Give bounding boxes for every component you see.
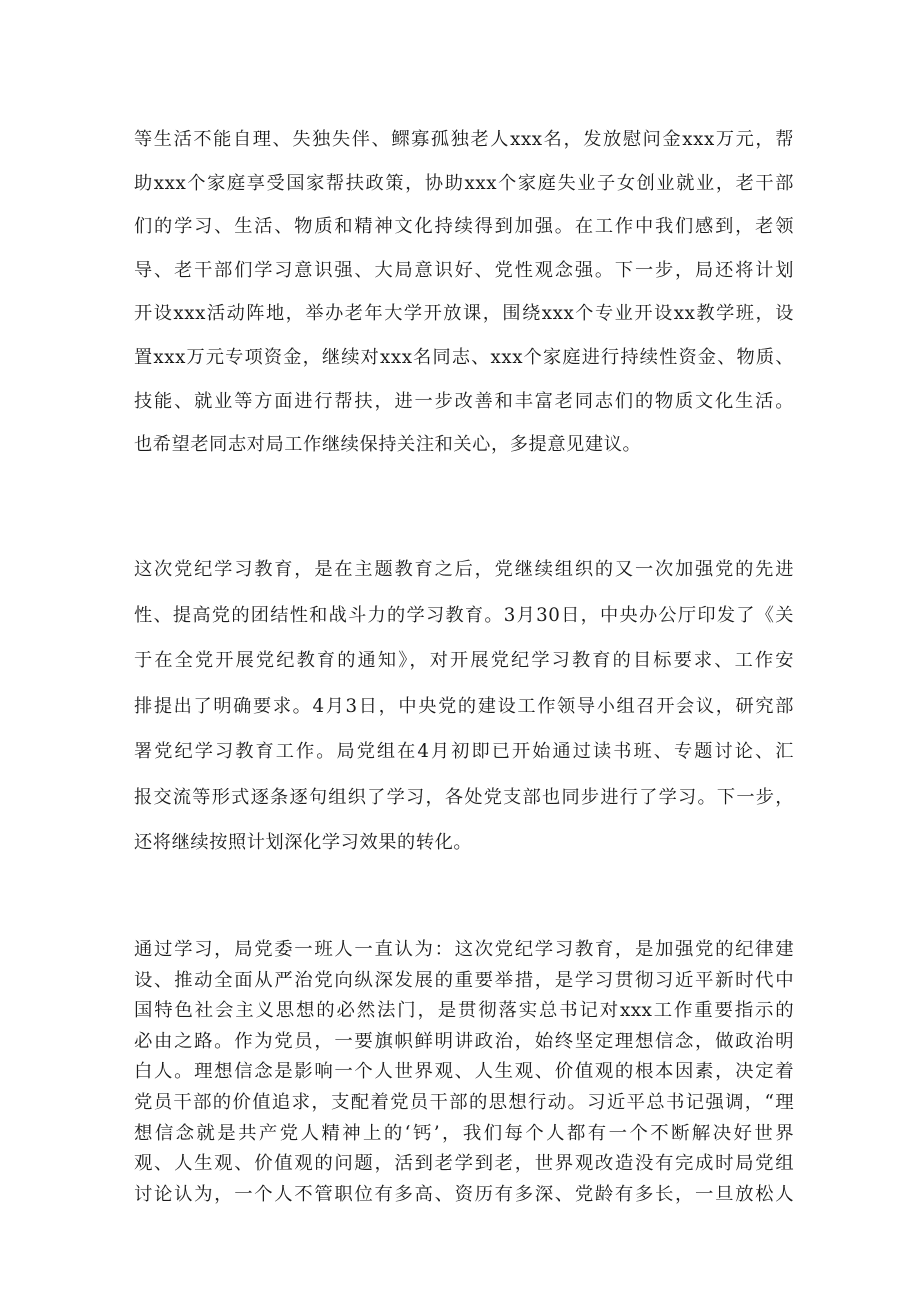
- text-line: 署党纪学习教育工作。局党组在4月初即已开始通过读书班、专题讨论、汇: [134, 741, 794, 762]
- text-line: 开设xxx活动阵地，举办老年大学开放课，围绕xxx个专业开设xx教学班，设: [134, 303, 794, 325]
- text-line: 等生活不能自理、失独失伴、鳏寡孤独老人xxx名，发放慰问金xxx万元，帮: [134, 129, 794, 150]
- text-line: 于在全党开展党纪教育的通知》，对开展党纪学习教育的目标要求、工作安: [134, 650, 794, 671]
- text-line: 白人。理想信念是影响一个人世界观、人生观、价值观的根本因素，决定着: [134, 1061, 794, 1083]
- text-line: 党员干部的价值追求，支配着党员干部的思想行动。习近平总书记强调，“理: [134, 1091, 794, 1113]
- text-line: 必由之路。作为党员，一要旗帜鲜明讲政治，始终坚定理想信念，做政治明: [134, 1030, 794, 1052]
- text-line: 助xxx个家庭享受国家帮扶政策，协助xxx个家庭失业子女创业就业，老干部: [134, 172, 794, 194]
- paragraph-party-discipline-education: [134, 547, 794, 866]
- text-line: 想信念就是共产党人精神上的‘钙’，我们每个人都有一个不断解决好世界: [134, 1122, 794, 1144]
- text-line: 通过学习，局党委一班人一直认为：这次党纪学习教育，是加强党的纪律建: [134, 939, 794, 960]
- paragraph-veteran-cadre-support: [134, 118, 794, 467]
- paragraph-study-conclusions: [134, 935, 794, 1210]
- text-line: 们的学习、生活、物质和精神文化持续得到加强。在工作中我们感到，老领: [134, 216, 794, 238]
- text-line: 技能、就业等方面进行帮扶，进一步改善和丰富老同志们的物质文化生活。: [134, 390, 794, 412]
- text-line: 导、老干部们学习意识强、大局意识好、党性观念强。下一步，局还将计划: [134, 259, 794, 281]
- text-line: 国特色社会主义思想的必然法门，是贯彻落实总书记对xxx工作重要指示的: [134, 1000, 794, 1022]
- text-line: 还将继续按照计划深化学习效果的转化。: [134, 832, 473, 853]
- text-line: 报交流等形式逐条逐句组织了学习，各处党支部也同步进行了学习。下一步，: [134, 786, 794, 808]
- text-line: 也希望老同志对局工作继续保持关注和关心，多提意见建议。: [134, 434, 642, 456]
- text-line: 排提出了明确要求。4月3日，中央党的建设工作领导小组召开会议，研究部: [134, 695, 794, 717]
- text-line: 置xxx万元专项资金，继续对xxx名同志、xxx个家庭进行持续性资金、物质、: [134, 346, 794, 368]
- text-line: 观、人生观、价值观的问题，活到老学到老，世界观改造没有完成时局党组: [134, 1153, 794, 1175]
- text-line: 设、推动全面从严治党向纵深发展的重要举措，是学习贯彻习近平新时代中: [134, 969, 794, 991]
- text-line: 这次党纪学习教育，是在主题教育之后，党继续组织的又一次加强党的先进: [134, 559, 794, 580]
- text-line: 讨论认为，一个人不管职位有多高、资历有多深、党龄有多长，一旦放松人: [134, 1183, 794, 1205]
- text-line: 性、提高党的团结性和战斗力的学习教育。3月30日，中央办公厅印发了《关: [134, 604, 794, 626]
